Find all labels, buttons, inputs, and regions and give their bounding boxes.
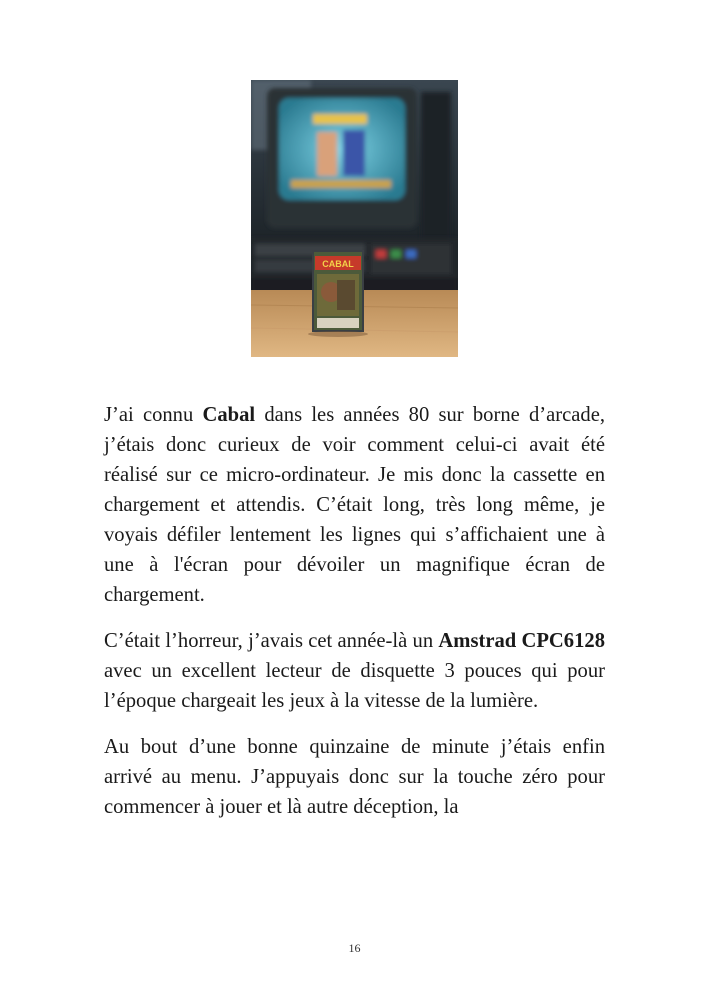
cabal-cassette-photo: [251, 80, 458, 357]
computer-name-bold: Amstrad CPC6128: [438, 630, 605, 652]
paragraph-1: [104, 400, 605, 610]
game-name-bold: Cabal: [202, 404, 256, 426]
paragraph-2: [104, 626, 605, 716]
page-number: 16: [348, 941, 361, 955]
cassette-title: CABAL: [322, 259, 354, 269]
text-span: C’était l’horreur, j’avais cet année-là un: [104, 630, 439, 652]
article-body: [104, 400, 605, 838]
text-span: dans les années 80 sur borne d’arcade, j’étais donc curieux de voir comment celui-ci avait été réalisé sur ce micro-ordinateur. Je mis donc la cassette en chargement et attendis. C’était long, très long même, je voyais défiler lentement les lignes qui s’affichaient une à une à l'écran pour dévoiler un magnifique écran de chargement.: [104, 404, 605, 606]
text-span: avec un excellent lecteur de disquette 3 pouces qui pour l’époque chargeait les jeux à la vitesse de la lumière.: [104, 660, 605, 712]
text-span: J’ai connu: [104, 404, 203, 426]
text-span: Au bout d’une bonne quinzaine de minute j’étais enfin arrivé au menu. J’appuyais donc sur la touche zéro pour commencer à jouer et là autre déception, la: [104, 736, 605, 818]
paragraph-3: [104, 732, 605, 822]
